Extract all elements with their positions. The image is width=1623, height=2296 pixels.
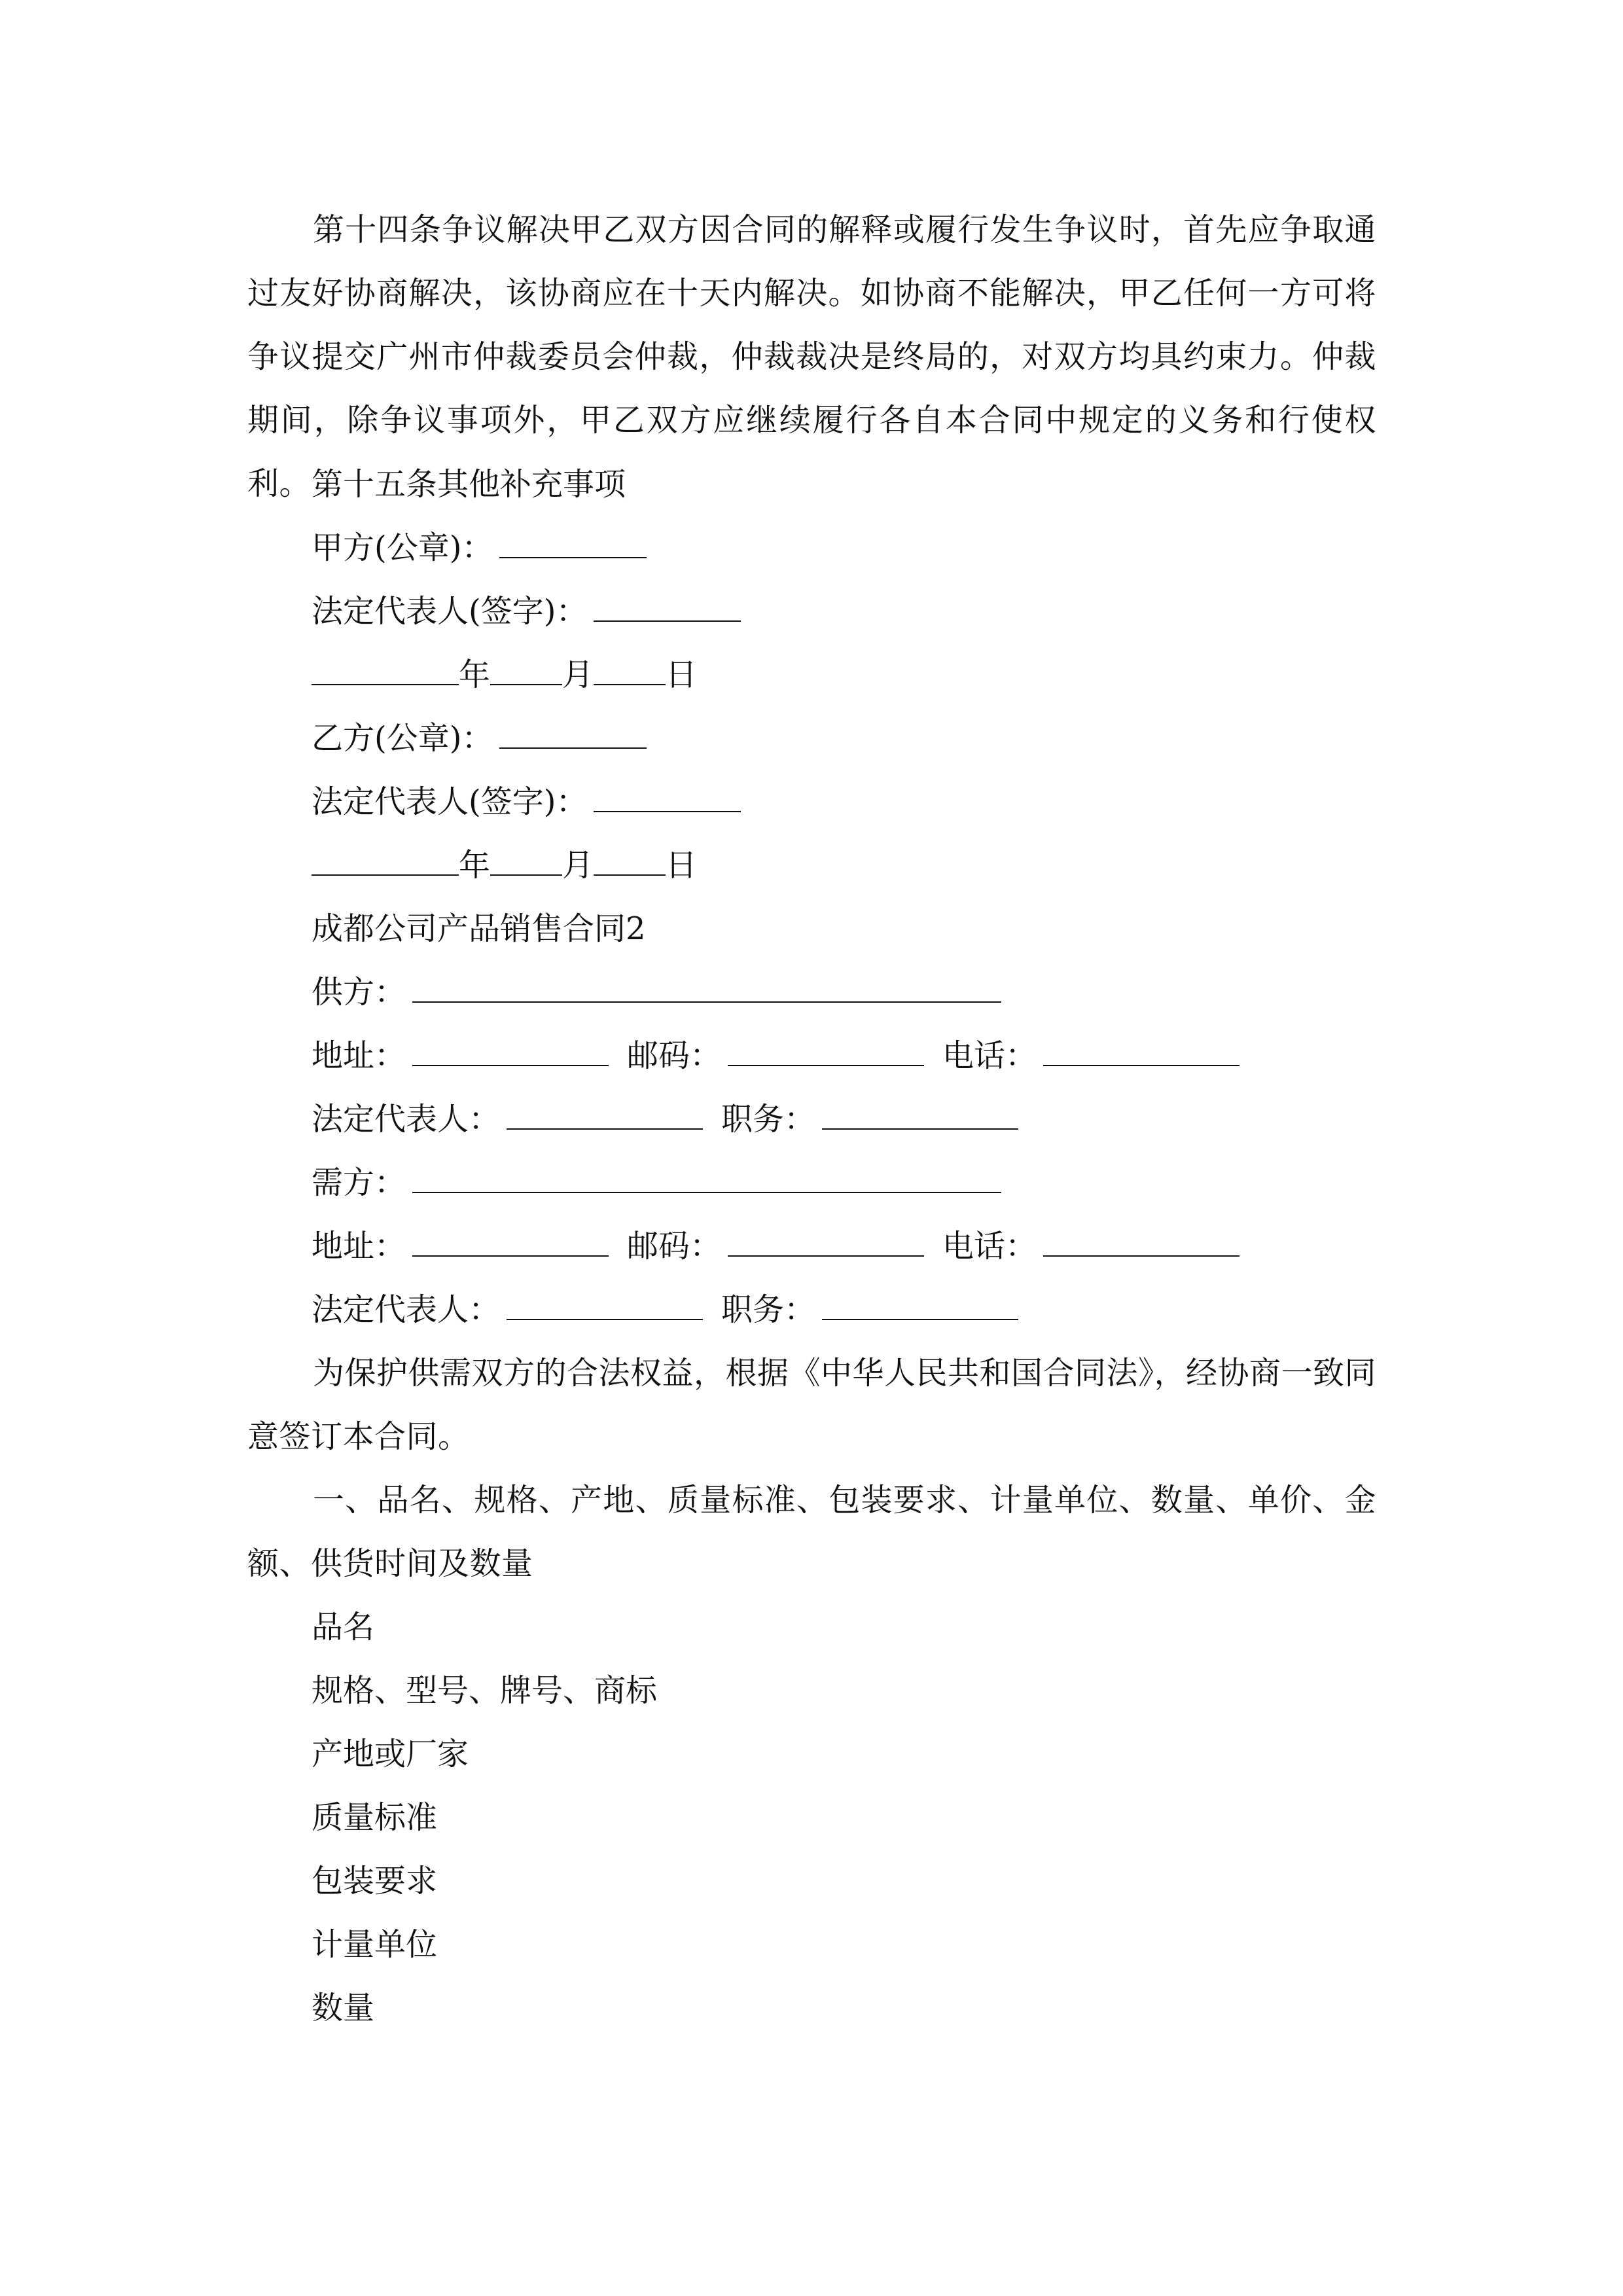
item-quality-standard: 质量标准 — [312, 1799, 438, 1836]
month-label: 月 — [562, 847, 594, 884]
item-origin: 产地或厂家 — [312, 1736, 469, 1772]
supplier-blank[interactable] — [412, 962, 1001, 1003]
supplier-postcode-blank[interactable] — [728, 1026, 924, 1066]
party-b-rep-blank[interactable] — [594, 772, 741, 812]
buyer-phone-blank[interactable] — [1043, 1216, 1240, 1257]
party-a-seal-line — [312, 516, 647, 580]
supplier-address-label: 地址： — [312, 1037, 406, 1074]
buyer-contact-line — [312, 1215, 1240, 1278]
buyer-postcode-blank[interactable] — [728, 1216, 924, 1257]
party-b-date-line — [312, 834, 697, 897]
buyer-rep-line — [312, 1278, 1018, 1342]
party-b-rep-label: 法定代表人(签字)： — [312, 783, 588, 820]
party-b-rep-line — [312, 770, 741, 834]
article-15-heading: 第十五条其他补充事项 — [312, 466, 626, 503]
buyer-rep-blank[interactable] — [507, 1280, 703, 1320]
buyer-phone-label: 电话： — [942, 1228, 1037, 1265]
day-label: 日 — [666, 847, 698, 884]
supplier-phone-label: 电话： — [942, 1037, 1037, 1074]
party-a-rep-label: 法定代表人(签字)： — [312, 593, 588, 630]
item-quantity: 数量 — [312, 1990, 375, 2026]
party-a-day-blank[interactable] — [594, 645, 666, 685]
party-a-rep-blank[interactable] — [594, 581, 741, 622]
supplier-address-blank[interactable] — [412, 1026, 609, 1066]
supplier-postcode-label: 邮码： — [627, 1037, 722, 1074]
buyer-rep-label: 法定代表人： — [312, 1291, 501, 1328]
buyer-address-label: 地址： — [312, 1228, 406, 1265]
item-spec-model: 规格、型号、牌号、商标 — [312, 1672, 658, 1709]
year-label: 年 — [459, 656, 491, 693]
month-label: 月 — [562, 656, 594, 693]
buyer-position-label: 职务： — [721, 1291, 816, 1328]
party-a-year-blank[interactable] — [312, 645, 459, 685]
supplier-contact-line — [312, 1024, 1240, 1088]
party-b-seal-line — [312, 707, 647, 770]
article-14-paragraph: 第十四条争议解决甲乙双方因合同的解释或履行发生争议时，首先应争取通过友好协商解决，该协商应在十天内解决。如协商不能解决，甲乙任何一方可将争议提交广州市仲裁委员会仲裁，仲裁裁决是终局的，对双方均具约束力。仲裁期间，除争议事项外，甲乙双方应继续履行各自本合同中规定的义务和行使权利。 — [247, 211, 1376, 502]
day-label: 日 — [666, 656, 698, 693]
section-1-heading: 一、品名、规格、产地、质量标准、包装要求、计量单位、数量、单价、金额、供货时间及数量 — [247, 1482, 1376, 1582]
year-label: 年 — [459, 847, 491, 884]
item-unit: 计量单位 — [312, 1926, 438, 1963]
party-a-date-line — [312, 643, 697, 707]
intro-paragraph: 为保护供需双方的合法权益，根据《中华人民共和国合同法》，经协商一致同意签订本合同。 — [247, 1355, 1377, 1455]
party-b-year-blank[interactable] — [312, 835, 459, 876]
buyer-postcode-label: 邮码： — [627, 1228, 722, 1265]
buyer-blank[interactable] — [412, 1153, 1001, 1193]
party-b-seal-label: 乙方(公章)： — [312, 720, 493, 757]
party-a-seal-blank[interactable] — [499, 518, 647, 558]
buyer-line — [312, 1151, 1001, 1215]
supplier-phone-blank[interactable] — [1043, 1026, 1240, 1066]
party-b-seal-blank[interactable] — [499, 708, 647, 749]
supplier-label: 供方： — [312, 974, 406, 1011]
supplier-rep-line — [312, 1088, 1018, 1151]
party-a-rep-line — [312, 580, 741, 643]
supplier-rep-label: 法定代表人： — [312, 1101, 501, 1138]
party-b-day-blank[interactable] — [594, 835, 666, 876]
buyer-label: 需方： — [312, 1164, 406, 1201]
buyer-position-blank[interactable] — [822, 1280, 1018, 1320]
buyer-address-blank[interactable] — [412, 1216, 609, 1257]
party-a-seal-label: 甲方(公章)： — [312, 529, 493, 566]
supplier-rep-blank[interactable] — [507, 1089, 703, 1130]
party-b-month-blank[interactable] — [490, 835, 562, 876]
supplier-position-label: 职务： — [721, 1101, 816, 1138]
contract-2-title: 成都公司产品销售合同2 — [312, 910, 646, 947]
supplier-line — [312, 961, 1001, 1024]
item-product-name: 品名 — [312, 1609, 375, 1645]
item-packaging: 包装要求 — [312, 1863, 438, 1899]
party-a-month-blank[interactable] — [490, 645, 562, 685]
supplier-position-blank[interactable] — [822, 1089, 1018, 1130]
